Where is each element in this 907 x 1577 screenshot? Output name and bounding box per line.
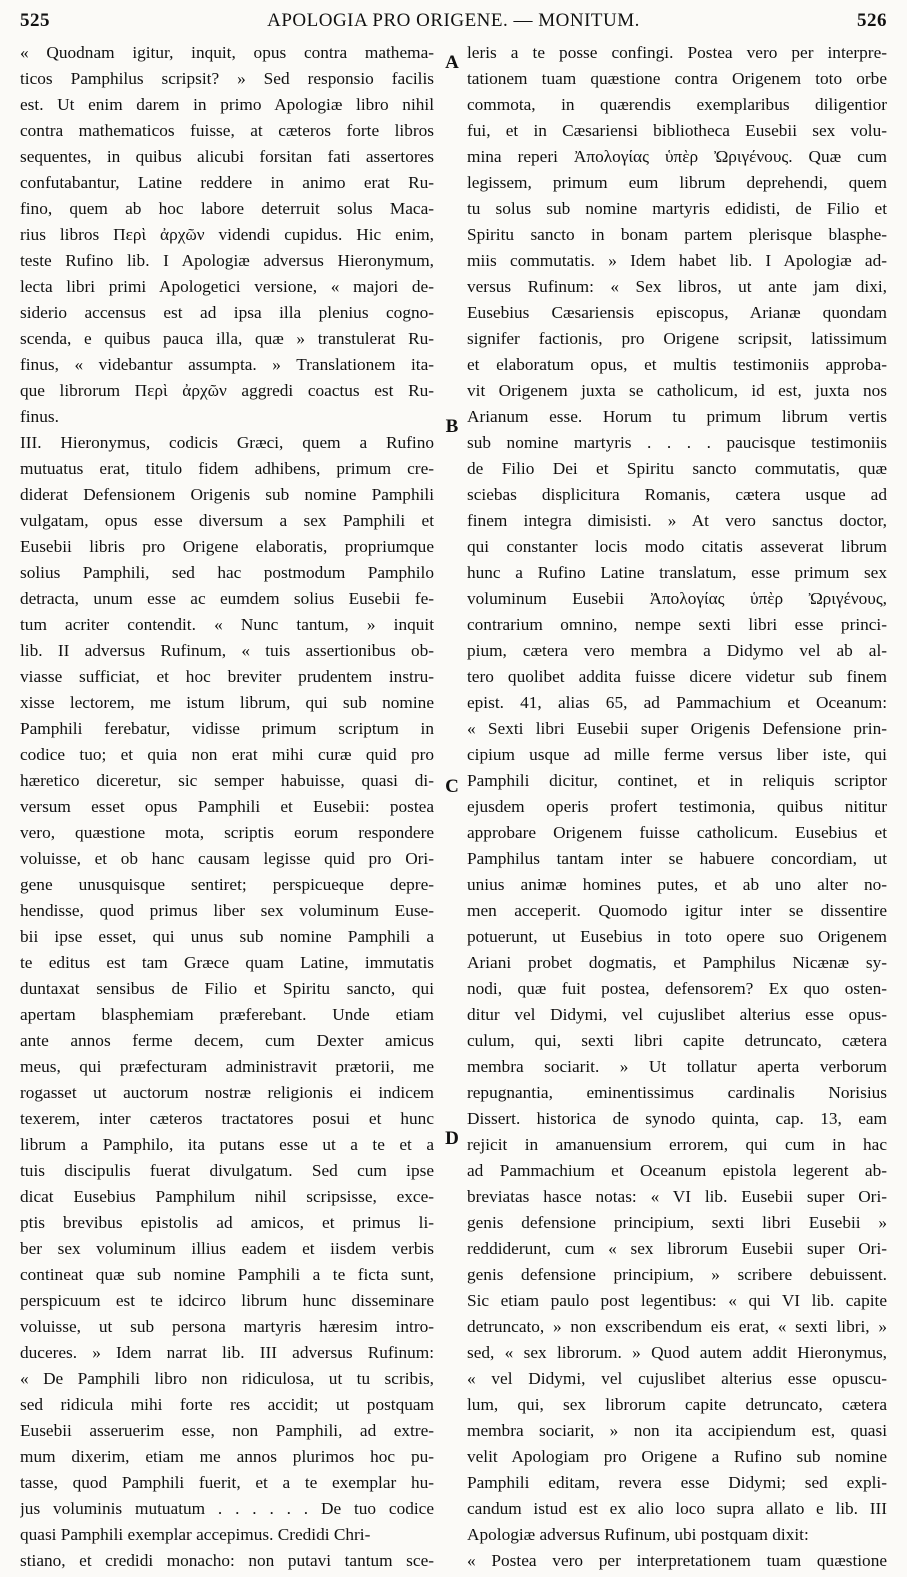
text-line: perspicuum est te idcirco librum hunc disseminare <box>20 1291 434 1310</box>
text-line: pium, cætera vero membra a Didymo vel ab al- <box>467 641 887 660</box>
text-line: III. Hieronymus, codicis Græci, quem a Rufino <box>20 433 434 452</box>
page-number-left: 525 <box>20 10 50 31</box>
text-line: voluminum Eusebii Ἀπολογίας ὑπὲρ Ὠριγένους, <box>467 589 887 608</box>
text-line: sequentes, in quibus alicubi forsitan fati assertores <box>20 147 434 166</box>
text-line: Ariani probet dogmatis, et Pamphilus Nicænæ sy- <box>467 953 887 972</box>
text-line: Pamphilus tantam inter se habuere concordiam, ut <box>467 849 887 868</box>
text-line: vero, quæstione mota, scriptis eorum respondere <box>20 823 434 842</box>
text-line: detracta, unum esse ac eumdem solius Eusebii fe- <box>20 589 434 608</box>
text-line: tu solus sub nomine martyris edidisti, de Filio et <box>467 199 887 218</box>
text-line: ditur vel Didymi, vel cujuslibet alterius esse opus- <box>467 1005 887 1024</box>
text-line: unius animæ homines putes, et ab uno alter no- <box>467 875 887 894</box>
text-line: epist. 41, alias 65, ad Pammachium et Oceanum: <box>467 693 887 712</box>
text-line: mum dixerim, etiam me annos plurimos hoc pu- <box>20 1447 434 1466</box>
text-line: de Filio Dei et Spiritu sancto commutatis, quæ <box>467 459 887 478</box>
text-line: approbare Origenem fuisse catholicum. Eusebius et <box>467 823 887 842</box>
text-line: sub nomine martyris . . . . paucisque testimoniis <box>467 433 887 452</box>
text-line: hæretico diceretur, sic semper habuisse, quasi di- <box>20 771 434 790</box>
text-line: Pamphili dicitur, continet, et in reliquis scriptor <box>467 771 887 790</box>
text-line: stiano, et credidi monacho: non putavi tantum sce- <box>20 1551 434 1570</box>
text-line: velit Apologiam pro Origene a Rufino sub nomine <box>467 1447 887 1466</box>
text-line: candum istud est ex alio loco supra allato e lib. III <box>467 1499 887 1518</box>
text-line: ptis brevibus epistolis ad amicos, et primus li- <box>20 1213 434 1232</box>
text-line: tuis discipulis fuerat divulgatum. Sed cum ipse <box>20 1161 434 1180</box>
text-line: reddiderunt, cum « sex librorum Eusebii super Ori- <box>467 1239 887 1258</box>
text-line: librum a Pamphilo, ita putans esse ut a te et a <box>20 1135 434 1154</box>
text-line: teste Rufino lib. I Apologiæ adversus Hieronymum, <box>20 251 434 270</box>
page-number-right: 526 <box>857 10 887 31</box>
text-line: voluisse, ut sub persona martyris hæresim intro- <box>20 1317 434 1336</box>
text-line: rejicit in amanuensium errorem, qui cum in hac <box>467 1135 887 1154</box>
text-line: versus Rufinum: « Sex libros, ut ante jam dixi, <box>467 277 887 296</box>
text-line: est. Ut enim darem in primo Apologiæ libro nihil <box>20 95 434 114</box>
text-line: cipium usque ad mille ferme versus liber iste, qui <box>467 745 887 764</box>
text-line: sciebas displicitura Romanis, cætera usque ad <box>467 485 887 504</box>
text-line: miis commutatis. » Idem habet lib. I Apologiæ ad- <box>467 251 887 270</box>
text-line: voluisse, et ob hanc causam legisse quid pro Ori- <box>20 849 434 868</box>
text-line: lib. II adversus Rufinum, « tuis assertionibus ob- <box>20 641 434 660</box>
text-line: membra sociarit. » Ut tollatur aperta verborum <box>467 1057 887 1076</box>
text-line: rius libros Περὶ ἀρχῶν videndi cupidus. Hic enim, <box>20 225 434 244</box>
text-line: Dissert. historica de synodo quinta, cap. 13, eam <box>467 1109 887 1128</box>
text-line: tero quolibet addita fuisse dicere videtur sub finem <box>467 667 887 686</box>
text-line: mutuatus erat, titulo fidem adhibens, primum cre- <box>20 459 434 478</box>
text-line: ad Pammachium et Oceanum epistola legerent ab- <box>467 1161 887 1180</box>
text-line: genis defensione principium, » scribere debuissent. <box>467 1265 887 1284</box>
right-column <box>467 40 887 1574</box>
text-line: Eusebius Cæsariensis episcopus, Arianæ quondam <box>467 303 887 322</box>
text-line: que librorum Περὶ ἀρχῶν aggredi coactus est Ru- <box>20 381 434 400</box>
text-line: viasse sufficiat, et hoc breviter prudentem instru- <box>20 667 434 686</box>
margin-marker-b: B <box>445 416 459 437</box>
text-line: texerem, inter cæteros tractatores posui et hunc <box>20 1109 434 1128</box>
text-line: membra sociarit, » non ita accipiendum est, quasi <box>467 1421 887 1440</box>
text-line: leris a te posse confingi. Postea vero per interpre- <box>467 43 887 62</box>
text-line: duceres. » Idem narrat lib. III adversus Rufinum: <box>20 1343 434 1362</box>
text-line: apertam blasphemiam præferebant. Unde etiam <box>20 1005 434 1024</box>
text-line: sed, « sex librorum. » Quod autem addit Hieronymus, <box>467 1343 887 1362</box>
text-line: « Sexti libri Eusebii super Origenis Defensione prin- <box>467 719 887 738</box>
text-line: lum, qui, sex librorum capite detruncato, cætera <box>467 1395 887 1414</box>
text-line: finus. <box>20 407 59 426</box>
text-line: codice tuo; et quia non erat mihi curæ quid pro <box>20 745 434 764</box>
text-line: jus voluminis mutuatum . . . . . . De tuo codice <box>20 1499 434 1518</box>
text-line: gene unusquisque sentiret; perspicueque depre- <box>20 875 434 894</box>
text-line: vit Origenem juxta se catholicum, id est, juxta nos <box>467 381 887 400</box>
text-line: meus, qui præfecturam administravit prætorii, me <box>20 1057 434 1076</box>
text-line: Eusebii libris pro Origene elaboratis, propriumque <box>20 537 434 556</box>
text-line: ber sex voluminum illius eadem et iisdem verbis <box>20 1239 434 1258</box>
text-line: finus, « videbantur assumpta. » Translationem ita- <box>20 355 434 374</box>
text-line: ticos Pamphilus scripsit? » Sed responsio facilis <box>20 69 434 88</box>
text-line: versum esset opus Pamphili et Eusebii: postea <box>20 797 434 816</box>
text-line: commota, in quærendis exemplaribus diligentior <box>467 95 887 114</box>
text-line: diderat Defensionem Origenis sub nomine Pamphili <box>20 485 434 504</box>
text-line: repugnantia, eminentissimus cardinalis Norisius <box>467 1083 887 1102</box>
text-line: breviatas hasce notas: « VI lib. Eusebii super Ori- <box>467 1187 887 1206</box>
page-header <box>20 10 887 38</box>
text-line: ante annos ferme decem, cum Dexter amicus <box>20 1031 434 1050</box>
text-line: te editus est tam Græce quam Latine, immutatis <box>20 953 434 972</box>
text-line: tasse, quod Pamphili fuerit, et a te exemplar hu- <box>20 1473 434 1492</box>
text-line: scenda, e quibus pauca illa, quæ » transtulerat Ru- <box>20 329 434 348</box>
text-line: ejusdem operis profert testimonia, quibus nititur <box>467 797 887 816</box>
text-line: « De Pamphili libro non ridiculosa, ut tu scribis, <box>20 1369 434 1388</box>
text-line: et elaboratum opus, et multis testimoniis approba- <box>467 355 887 374</box>
text-line: tationem tuam quæstione contra Origenem toto orbe <box>467 69 887 88</box>
text-line: legissem, primum eum librum deprehendi, quem <box>467 173 887 192</box>
text-line: signifer factionis, pro Origene scripsit, latissimum <box>467 329 887 348</box>
running-title: APOLOGIA PRO ORIGENE. — MONITUM. <box>267 10 640 31</box>
margin-marker-a: A <box>445 52 459 73</box>
text-line: men acceperit. Quomodo igitur inter se dissentire <box>467 901 887 920</box>
text-line: Arianum esse. Horum tu primum librum vertis <box>467 407 887 426</box>
text-line: hunc a Rufino Latine translatum, esse primum sex <box>467 563 887 582</box>
text-line: hendisse, quod primus liber sex voluminum Euse- <box>20 901 434 920</box>
text-line: Eusebii asseruerim esse, non Pamphili, ad extre- <box>20 1421 434 1440</box>
text-line: siderio accensus est ad ipsa illa plenius cogno- <box>20 303 434 322</box>
text-line: culum, qui, sexti libri capite detruncato, cætera <box>467 1031 887 1050</box>
text-line: confutabantur, Latine reddere in animo erat Ru- <box>20 173 434 192</box>
text-line: Pamphili editam, revera esse Didymi; sed expli- <box>467 1473 887 1492</box>
text-line: rogasset ut auctorum nostræ religionis ei indicem <box>20 1083 434 1102</box>
text-line: nodi, quæ fuit postea, defensorem? Ex quo osten- <box>467 979 887 998</box>
text-line: solius Pamphili, sed hac postmodum Pamphilo <box>20 563 434 582</box>
text-line: vulgatam, opus esse diversum a sex Pamphili et <box>20 511 434 530</box>
text-line: finem integra dimisisti. » At vero sanctus doctor, <box>467 511 887 530</box>
left-column <box>20 40 434 1574</box>
text-line: genis defensione principium, sexti libri Eusebii » <box>467 1213 887 1232</box>
text-line: mina reperi Ἀπολογίας ὑπὲρ Ὠριγένους. Quæ cum <box>467 147 887 166</box>
text-line: detruncato, » non exscribendum eis erat, « sexti libri, » <box>467 1317 887 1336</box>
text-line: « Quodnam igitur, inquit, opus contra mathema- <box>20 43 434 62</box>
text-line: tum acriter contendit. « Nunc tantum, » inquit <box>20 615 434 634</box>
text-line: Sic etiam paulo post legentibus: « qui VI lib. capite <box>467 1291 887 1310</box>
text-line: Apologiæ adversus Rufinum, ubi postquam dixit: <box>467 1525 809 1544</box>
text-line: duntaxat sensibus de Filio et Spiritu sancto, qui <box>20 979 434 998</box>
text-line: potuerunt, ut Eusebius in toto opere suo Origenem <box>467 927 887 946</box>
text-line: contrarium omnino, nempe sexti libri esse princi- <box>467 615 887 634</box>
text-line: Pamphili ferebatur, vidisse primum scriptum in <box>20 719 434 738</box>
text-line: fino, quem ab hoc labore deterruit solus Maca- <box>20 199 434 218</box>
text-line: bii ipse esset, qui unus sub nomine Pamphili a <box>20 927 434 946</box>
text-line: « Postea vero per interpretationem tuam quæstione <box>467 1551 887 1570</box>
margin-marker-d: D <box>445 1128 459 1149</box>
text-line: fui, et in Cæsariensi bibliotheca Eusebii sex volu- <box>467 121 887 140</box>
text-line: « vel Didymi, vel cujuslibet alterius esse opuscu- <box>467 1369 887 1388</box>
text-line: qui constanter locis modo citatis asseverat librum <box>467 537 887 556</box>
text-line: quasi Pamphili exemplar accepimus. Credidi Chri- <box>20 1525 371 1544</box>
text-line: xisse lectorem, me istum librum, qui sub nomine <box>20 693 434 712</box>
text-line: sed ridicula mihi forte res accidit; ut postquam <box>20 1395 434 1414</box>
text-line: Spiritu sancto in bonam partem plerisque blasphe- <box>467 225 887 244</box>
text-line: contineat quæ sub nomine Pamphili a te ficta sunt, <box>20 1265 434 1284</box>
text-line: lecta libri primi Apologetici versione, « majori de- <box>20 277 434 296</box>
margin-marker-c: C <box>445 776 459 797</box>
text-line: dicat Eusebius Pamphilum nihil scripsisse, exce- <box>20 1187 434 1206</box>
text-line: contra mathematicos fuisse, at cæteros forte libros <box>20 121 434 140</box>
